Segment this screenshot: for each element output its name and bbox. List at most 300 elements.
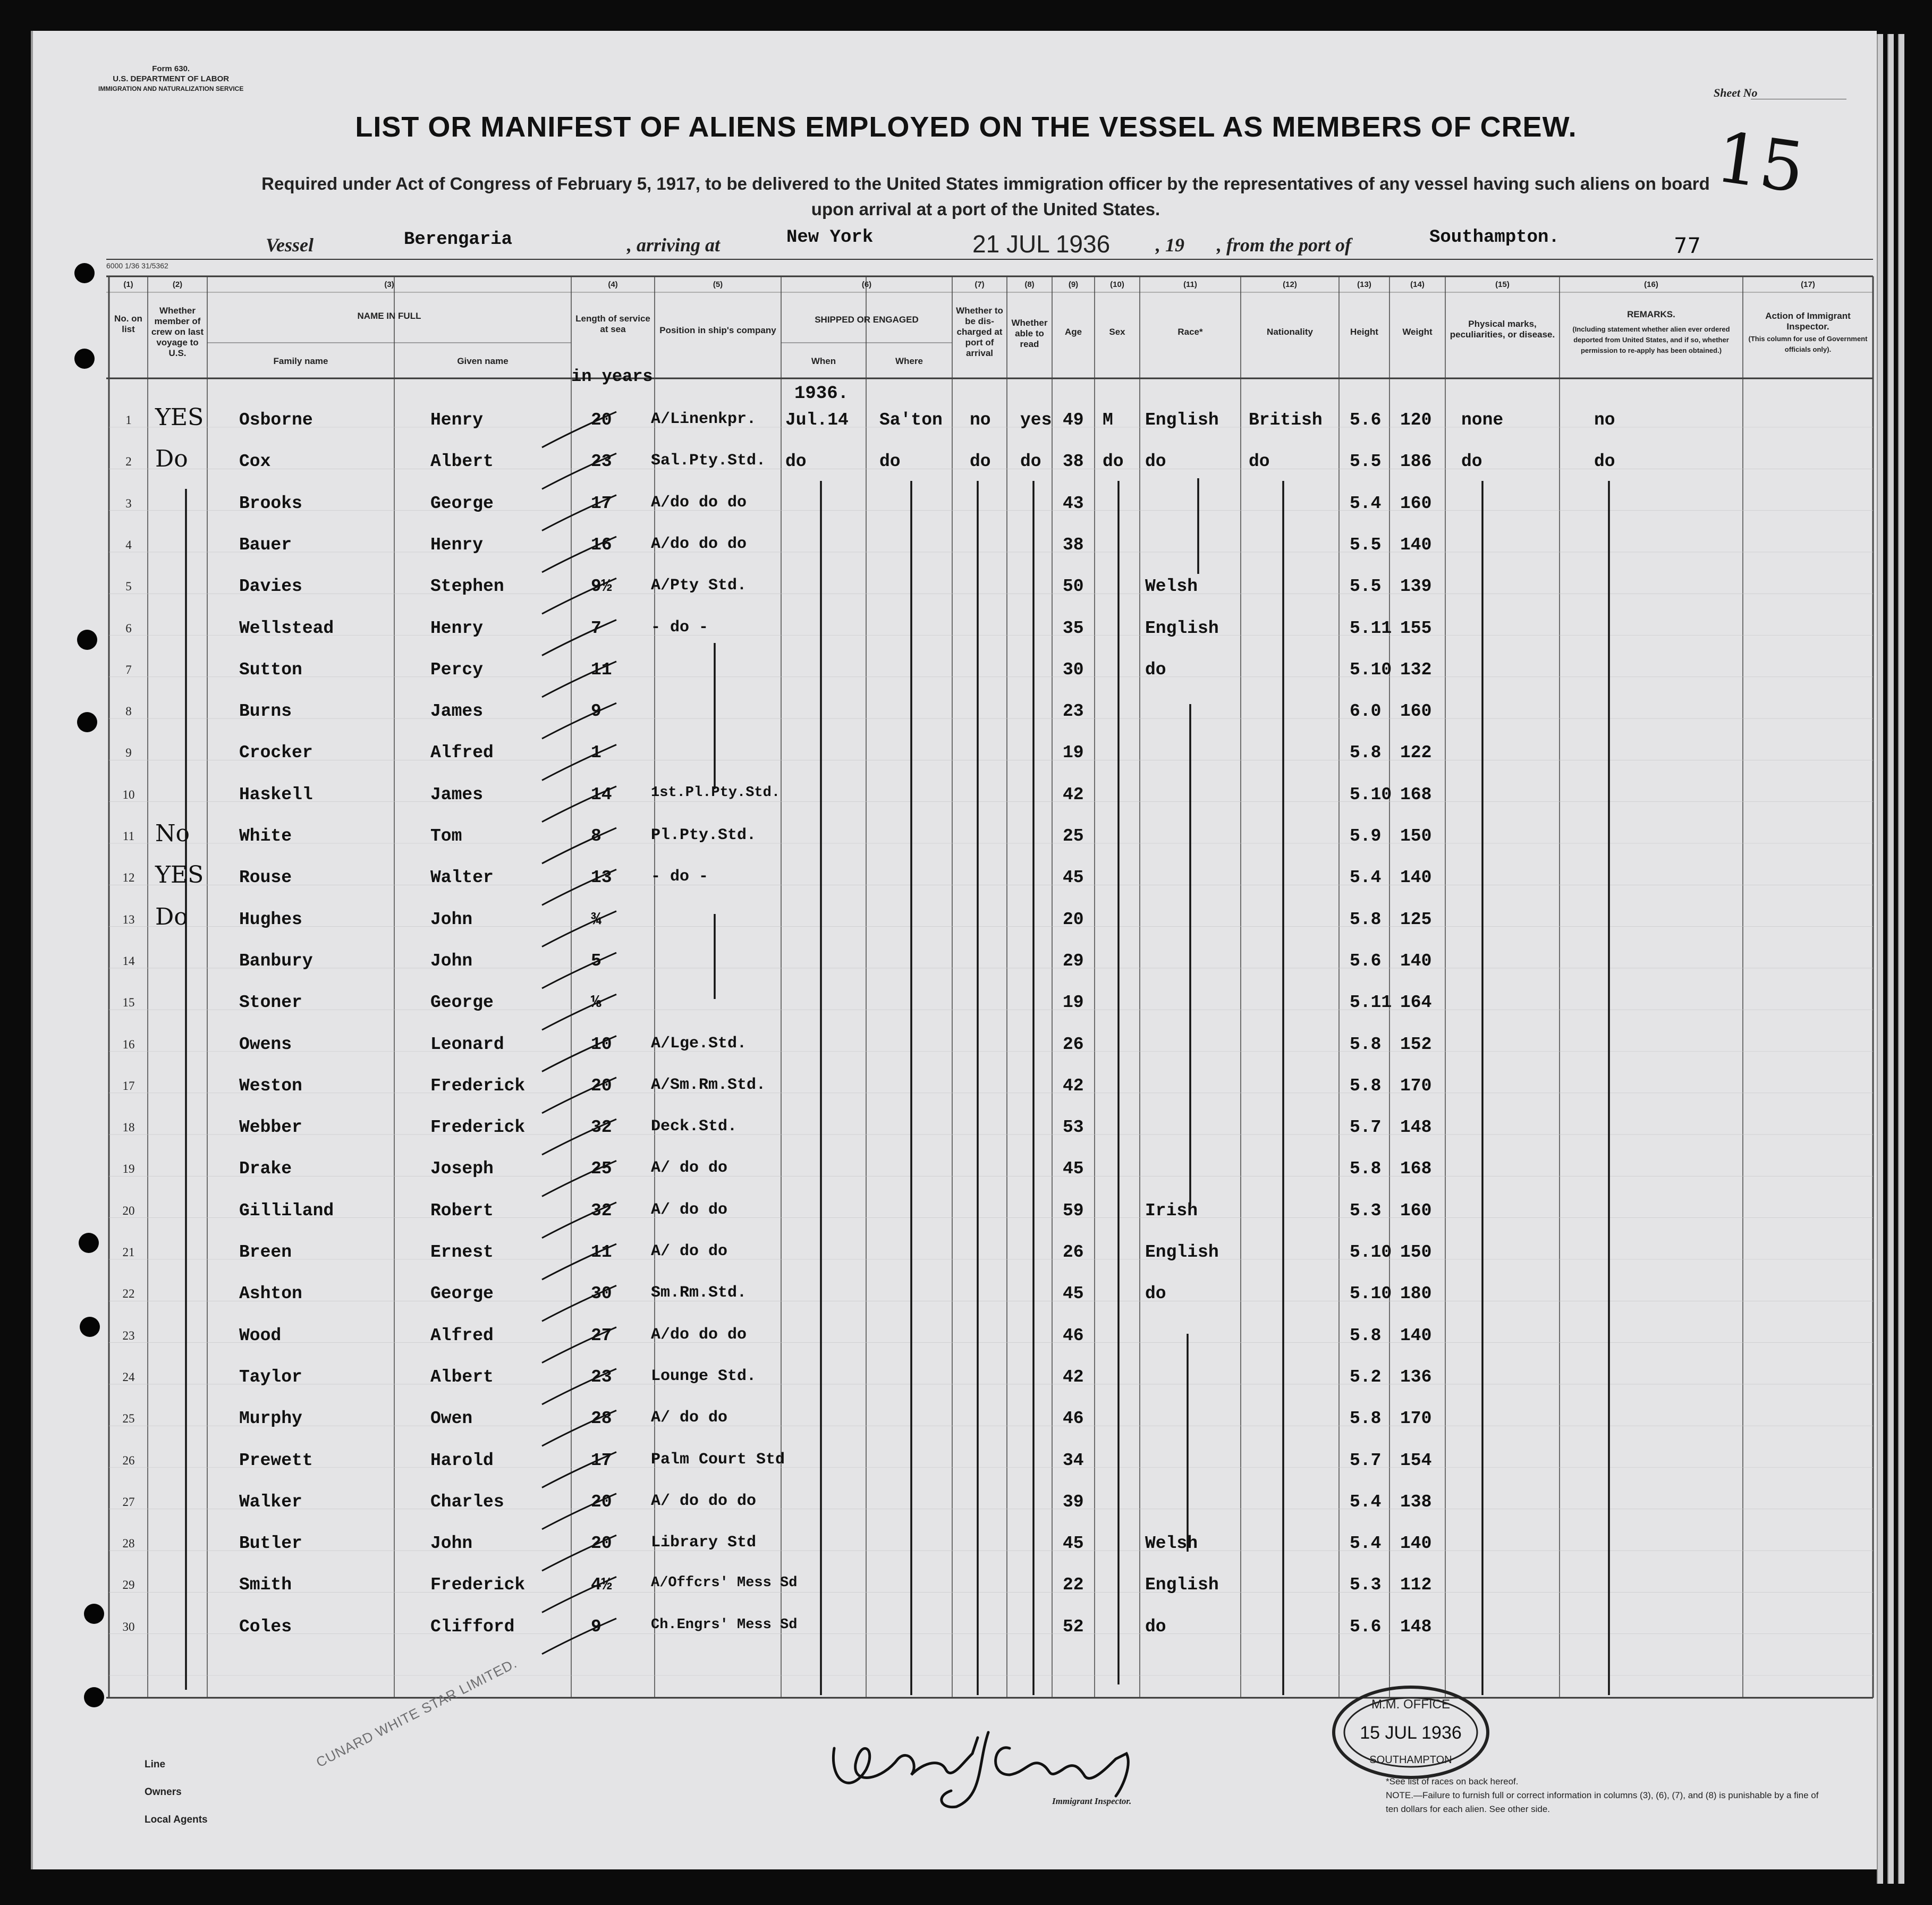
weight: 150	[1400, 826, 1432, 846]
race: English	[1145, 410, 1219, 430]
note-fine: NOTE.—Failure to furnish full or correct information in columns (3), (6), (7), and (8) is punishable by a fine of ten dollars for each alien. See other side.	[1386, 1790, 1819, 1814]
position: Ch.Engrs' Mess Sd	[651, 1616, 798, 1633]
header-member-last-voyage: Whether member of crew on last voyage to U.S.	[151, 306, 204, 358]
service-years: 1	[591, 743, 601, 763]
given-name: George	[430, 1284, 494, 1304]
height: 5.7	[1350, 1450, 1382, 1470]
row-number: 10	[122, 788, 135, 801]
weight: 140	[1400, 535, 1432, 555]
row-number: 26	[122, 1453, 135, 1467]
local-agents-label: Local Agents	[145, 1814, 208, 1825]
position: - do -	[651, 618, 709, 637]
height: 5.6	[1350, 951, 1382, 971]
given-name: Owen	[430, 1409, 473, 1429]
position: A/do do do	[651, 493, 747, 512]
weight: 186	[1400, 452, 1432, 472]
weight: 168	[1400, 1159, 1432, 1179]
age: 53	[1063, 1117, 1084, 1138]
position: A/Pty Std.	[651, 577, 747, 595]
age: 20	[1063, 909, 1084, 929]
age: 45	[1063, 868, 1084, 888]
race: do	[1145, 1284, 1166, 1304]
weight: 168	[1400, 784, 1432, 805]
position: A/Linenkpr.	[651, 410, 757, 428]
row-number: 3	[125, 496, 132, 510]
given-name: Albert	[430, 1367, 494, 1387]
row-number: 28	[122, 1537, 135, 1551]
print-code: 6000 1/36 31/5362	[106, 261, 168, 270]
family-name: Butler	[239, 1534, 302, 1554]
height: 5.8	[1350, 1076, 1382, 1096]
check-mark	[542, 620, 616, 656]
weight: 148	[1400, 1117, 1432, 1138]
service-years: 9½	[591, 577, 612, 597]
height: 5.5	[1350, 577, 1382, 597]
header-no-on-list: No. on list	[114, 314, 142, 334]
column-number: (6)	[861, 280, 872, 289]
row-number: 23	[122, 1328, 135, 1342]
given-name: James	[430, 784, 484, 805]
able-to-read: do	[1020, 452, 1041, 472]
arriving-label: , arriving at	[627, 234, 721, 256]
given-name: Joseph	[430, 1159, 494, 1179]
weight: 140	[1400, 951, 1432, 971]
header-name-in-full: NAME IN FULL	[357, 311, 421, 321]
row-number: 30	[122, 1620, 135, 1633]
height: 6.0	[1350, 701, 1382, 722]
family-name: Davies	[239, 577, 302, 597]
row-number: 12	[122, 871, 135, 885]
position: Deck.Std.	[651, 1117, 738, 1136]
vessel-label: Vessel	[266, 234, 313, 256]
height: 5.8	[1350, 1034, 1382, 1054]
age: 49	[1063, 410, 1084, 430]
race: Welsh	[1145, 1534, 1198, 1554]
column-number: (13)	[1357, 280, 1371, 289]
weight: 136	[1400, 1367, 1432, 1387]
header-given-name: Given name	[457, 356, 509, 366]
height: 5.11	[1350, 993, 1392, 1013]
family-name: Stoner	[239, 993, 302, 1013]
service-years: 14	[591, 784, 612, 805]
age: 45	[1063, 1534, 1084, 1554]
race: do	[1145, 1616, 1166, 1637]
height: 5.10	[1350, 1284, 1392, 1304]
height: 5.9	[1350, 826, 1382, 846]
age: 23	[1063, 701, 1084, 722]
family-name: Gilliland	[239, 1200, 334, 1221]
header-age: Age	[1064, 327, 1082, 337]
race: Welsh	[1145, 577, 1198, 597]
service-years: 9	[591, 701, 601, 722]
position: Pl.Pty.Std.	[651, 826, 757, 844]
given-name: Charles	[430, 1492, 504, 1512]
family-name: Sutton	[239, 659, 302, 680]
row-number: 13	[122, 912, 135, 926]
row-number: 22	[122, 1287, 135, 1301]
height: 5.4	[1350, 1534, 1382, 1554]
age: 50	[1063, 577, 1084, 597]
mm-stamp-top: M.M. OFFICE	[1371, 1697, 1450, 1712]
header-weight: Weight	[1402, 327, 1433, 337]
given-name: Leonard	[430, 1034, 504, 1054]
service-years: 20	[591, 1534, 612, 1554]
column-number: (10)	[1110, 280, 1124, 289]
row-number: 5	[125, 580, 132, 594]
position: Palm Court Std	[651, 1450, 785, 1469]
check-mark	[542, 828, 616, 863]
given-name: Robert	[430, 1200, 494, 1221]
weight: 155	[1400, 618, 1432, 638]
weight: 154	[1400, 1450, 1432, 1470]
race: English	[1145, 1575, 1219, 1595]
check-mark	[542, 953, 616, 988]
column-number: (9)	[1068, 280, 1079, 289]
service-years: 27	[591, 1325, 612, 1345]
given-name: George	[430, 493, 494, 513]
service-years: 20	[591, 410, 612, 430]
family-name: Bauer	[239, 535, 292, 555]
height: 5.8	[1350, 743, 1382, 763]
age: 38	[1063, 535, 1084, 555]
race: do	[1145, 452, 1166, 472]
position: A/ do do	[651, 1242, 728, 1260]
shipped-when: Jul.14	[785, 410, 849, 430]
family-name: Smith	[239, 1575, 292, 1595]
position: A/Lge.Std.	[651, 1034, 747, 1053]
age: 29	[1063, 951, 1084, 971]
weight: 160	[1400, 701, 1432, 722]
column-number: (14)	[1410, 280, 1425, 289]
header-race: Race*	[1177, 327, 1203, 337]
age: 19	[1063, 993, 1084, 1013]
age: 22	[1063, 1575, 1084, 1595]
row-number: 4	[125, 538, 132, 552]
family-name: Drake	[239, 1159, 292, 1179]
form-number: Form 630.	[152, 64, 190, 73]
family-name: Haskell	[239, 784, 313, 805]
header-height: Height	[1350, 327, 1378, 337]
row-number: 8	[125, 705, 132, 718]
given-name: Frederick	[430, 1117, 526, 1138]
mm-office-stamp	[1326, 1679, 1496, 1785]
age: 30	[1063, 659, 1084, 680]
check-mark	[542, 911, 616, 947]
family-name: Taylor	[239, 1367, 302, 1387]
weight: 138	[1400, 1492, 1432, 1512]
from-label: , from the port of	[1217, 234, 1352, 256]
row-number: 2	[125, 455, 132, 469]
member-last-voyage: No	[155, 820, 190, 847]
column-number: (5)	[713, 280, 723, 289]
row-number: 6	[125, 621, 132, 635]
row-number: 24	[122, 1370, 135, 1384]
column-number: (8)	[1024, 280, 1035, 289]
height: 5.5	[1350, 535, 1382, 555]
check-mark	[542, 1616, 616, 1654]
family-name: Walker	[239, 1492, 302, 1512]
vessel-name: Berengaria	[404, 230, 513, 250]
position: A/ do do do	[651, 1492, 757, 1510]
row-number: 27	[122, 1495, 135, 1509]
height: 5.2	[1350, 1367, 1382, 1387]
company-stamp: CUNARD WHITE STAR LIMITED.	[313, 1655, 520, 1771]
position: Sal.Pty.Std.	[651, 452, 766, 470]
mm-stamp-bottom: SOUTHAMPTON	[1369, 1754, 1452, 1766]
member-last-voyage: YES	[155, 861, 204, 889]
footer-notes	[1386, 1775, 1821, 1816]
service-years: ⅛	[591, 993, 601, 1013]
weight: 148	[1400, 1616, 1432, 1637]
age: 35	[1063, 618, 1084, 638]
weight: 140	[1400, 868, 1432, 888]
owners-label: Owners	[145, 1787, 182, 1798]
service-years: 16	[591, 535, 612, 555]
service-years: 30	[591, 1284, 612, 1304]
column-number: (7)	[975, 280, 985, 289]
given-name: John	[430, 909, 473, 929]
service-years: 23	[591, 1367, 612, 1387]
given-name: George	[430, 993, 494, 1013]
weight: 160	[1400, 1200, 1432, 1221]
height: 5.3	[1350, 1200, 1382, 1221]
height: 5.8	[1350, 1409, 1382, 1429]
year-label: , 19	[1156, 234, 1184, 256]
age: 25	[1063, 826, 1084, 846]
service-years: 20	[591, 1492, 612, 1512]
row-number: 9	[125, 746, 132, 760]
service-years: 23	[591, 452, 612, 472]
race: Irish	[1145, 1200, 1198, 1221]
height: 5.7	[1350, 1117, 1382, 1138]
family-name: Owens	[239, 1034, 292, 1054]
position: A/ do do	[651, 1409, 728, 1427]
mm-stamp-date: 15 JUL 1936	[1360, 1723, 1462, 1743]
weight: 132	[1400, 659, 1432, 680]
service-years: 25	[591, 1159, 612, 1179]
family-name: Crocker	[239, 743, 313, 763]
given-name: John	[430, 951, 473, 971]
position: A/ do do	[651, 1200, 728, 1219]
family-name: Breen	[239, 1242, 292, 1262]
weight: 170	[1400, 1076, 1432, 1096]
given-name: Alfred	[430, 1325, 494, 1345]
service-years: 32	[591, 1117, 612, 1138]
service-years: 7	[591, 618, 601, 638]
height: 5.4	[1350, 1492, 1382, 1512]
row-number: 16	[122, 1037, 135, 1051]
age: 42	[1063, 1367, 1084, 1387]
list-number: 77	[1674, 234, 1701, 258]
row-number: 14	[122, 954, 135, 968]
family-name: Weston	[239, 1076, 302, 1096]
age: 39	[1063, 1492, 1084, 1512]
weight: 170	[1400, 1409, 1432, 1429]
weight: 120	[1400, 410, 1432, 430]
family-name: Webber	[239, 1117, 302, 1138]
age: 26	[1063, 1034, 1084, 1054]
service-years: 5	[591, 951, 601, 971]
age: 52	[1063, 1616, 1084, 1637]
height: 5.6	[1350, 1616, 1382, 1637]
age: 34	[1063, 1450, 1084, 1470]
height: 5.6	[1350, 410, 1382, 430]
header-remarks: REMARKS.	[1627, 309, 1675, 319]
given-name: Henry	[430, 535, 484, 555]
position: A/ do do	[651, 1159, 728, 1178]
race: English	[1145, 618, 1219, 638]
age: 42	[1063, 1076, 1084, 1096]
service-years: 10	[591, 1034, 612, 1054]
service-years: 13	[591, 868, 612, 888]
column-number: (12)	[1283, 280, 1297, 289]
discharged: do	[970, 452, 991, 472]
column-number: (17)	[1801, 280, 1815, 289]
column-number: (1)	[123, 280, 133, 289]
discharged: no	[970, 410, 991, 430]
position: A/do do do	[651, 535, 747, 553]
weight: 122	[1400, 743, 1432, 763]
nationality: do	[1249, 452, 1270, 472]
position: A/Sm.Rm.Std.	[651, 1076, 766, 1094]
header-physical: Physical marks, peculiarities, or disease.	[1450, 319, 1555, 340]
header-remarks-note: (Including statement whether alien ever ordered deported from United States, and if so, whether permission to re-apply has been obtained.)	[1572, 325, 1730, 354]
given-name: Henry	[430, 618, 484, 638]
given-name: Frederick	[430, 1575, 526, 1595]
member-last-voyage: Do	[155, 445, 188, 473]
service: IMMIGRATION AND NATURALIZATION SERVICE	[98, 85, 244, 92]
height: 5.5	[1350, 452, 1382, 472]
age: 26	[1063, 1242, 1084, 1262]
position: Sm.Rm.Std.	[651, 1284, 747, 1302]
height: 5.8	[1350, 909, 1382, 929]
age: 38	[1063, 452, 1084, 472]
family-name: White	[239, 826, 292, 846]
member-last-voyage: YES	[155, 404, 204, 431]
race: English	[1145, 1242, 1219, 1262]
age: 45	[1063, 1159, 1084, 1179]
header-when: When	[811, 356, 836, 366]
height: 5.10	[1350, 784, 1392, 805]
column-number: (11)	[1183, 280, 1197, 289]
service-years: 8	[591, 826, 601, 846]
family-name: Wood	[239, 1325, 282, 1345]
service-years: 9	[591, 1616, 601, 1637]
department: U.S. DEPARTMENT OF LABOR	[113, 74, 230, 83]
line-label: Line	[145, 1759, 166, 1770]
age: 46	[1063, 1325, 1084, 1345]
given-name: Henry	[430, 410, 484, 430]
column-number: (3)	[384, 280, 394, 289]
weight: 150	[1400, 1242, 1432, 1262]
given-name: Harold	[430, 1450, 494, 1470]
given-name: Stephen	[430, 577, 504, 597]
given-name: Albert	[430, 452, 494, 472]
weight: 164	[1400, 993, 1432, 1013]
height: 5.10	[1350, 1242, 1392, 1262]
weight: 140	[1400, 1534, 1432, 1554]
position: A/Offcrs' Mess Sd	[651, 1575, 798, 1591]
page-title: LIST OR MANIFEST OF ALIENS EMPLOYED ON THE VESSEL AS MEMBERS OF CREW.	[355, 111, 1577, 143]
header-shipped: SHIPPED OR ENGAGED	[815, 315, 919, 325]
position: Lounge Std.	[651, 1367, 757, 1385]
row-number: 1	[125, 413, 132, 427]
service-years: 4½	[591, 1575, 612, 1595]
service-years: 32	[591, 1200, 612, 1221]
header-in-years: in years	[571, 367, 653, 386]
given-name: Walter	[430, 868, 494, 888]
weight: 160	[1400, 493, 1432, 513]
arrival-date-stamp: 21 JUL 1936	[972, 230, 1111, 258]
service-years: ¾	[591, 909, 601, 929]
shipped-where: do	[879, 452, 901, 472]
column-number: (4)	[608, 280, 618, 289]
year-shipped: 1936.	[794, 384, 849, 404]
age: 19	[1063, 743, 1084, 763]
height: 5.10	[1350, 659, 1392, 680]
service-years: 20	[591, 1076, 612, 1096]
family-name: Osborne	[239, 410, 313, 430]
header-action: Action of Immigrant Inspector.	[1765, 311, 1851, 332]
row-number: 18	[122, 1121, 135, 1134]
weight: 140	[1400, 1325, 1432, 1345]
row-number: 21	[122, 1246, 135, 1259]
given-name: Alfred	[430, 743, 494, 763]
height: 5.4	[1350, 493, 1382, 513]
row-number: 19	[122, 1162, 135, 1176]
height: 5.11	[1350, 618, 1392, 638]
able-to-read: yes	[1020, 410, 1052, 430]
remarks: do	[1594, 452, 1615, 472]
header-length-service: Length of service at sea	[575, 314, 650, 334]
nationality: British	[1249, 410, 1323, 430]
family-name: Hughes	[239, 909, 302, 929]
position: - do -	[651, 868, 709, 886]
weight: 125	[1400, 909, 1432, 929]
age: 59	[1063, 1200, 1084, 1221]
given-name: Frederick	[430, 1076, 526, 1096]
header-family-name: Family name	[273, 356, 328, 366]
family-name: Coles	[239, 1616, 292, 1637]
height: 5.8	[1350, 1325, 1382, 1345]
family-name: Rouse	[239, 868, 292, 888]
shipped-when: do	[785, 452, 807, 472]
row-number: 7	[125, 663, 132, 676]
header-sex: Sex	[1109, 327, 1125, 337]
page-subtitle: Required under Act of Congress of February 5, 1917, to be delivered to the United States immigration officer by the representatives of any vessel having such aliens on board upon arrival at a port of the United States.	[261, 174, 1710, 219]
service-years: 11	[591, 1242, 612, 1262]
race: do	[1145, 659, 1166, 680]
header-position: Position in ship's company	[659, 325, 776, 335]
row-number: 11	[122, 829, 135, 843]
departure-port: Southampton.	[1429, 227, 1560, 248]
column-number: (15)	[1495, 280, 1510, 289]
family-name: Brooks	[239, 493, 302, 513]
row-number: 20	[122, 1204, 135, 1217]
height: 5.3	[1350, 1575, 1382, 1595]
check-mark	[542, 703, 616, 739]
given-name: Clifford	[430, 1616, 515, 1637]
row-number: 17	[122, 1079, 135, 1093]
family-name: Wellstead	[239, 618, 334, 638]
given-name: Tom	[430, 826, 462, 846]
weight: 152	[1400, 1034, 1432, 1054]
check-mark	[542, 994, 616, 1030]
weight: 139	[1400, 577, 1432, 597]
family-name: Murphy	[239, 1409, 302, 1429]
remarks: no	[1594, 410, 1615, 430]
note-races: *See list of races on back hereof.	[1386, 1776, 1519, 1787]
